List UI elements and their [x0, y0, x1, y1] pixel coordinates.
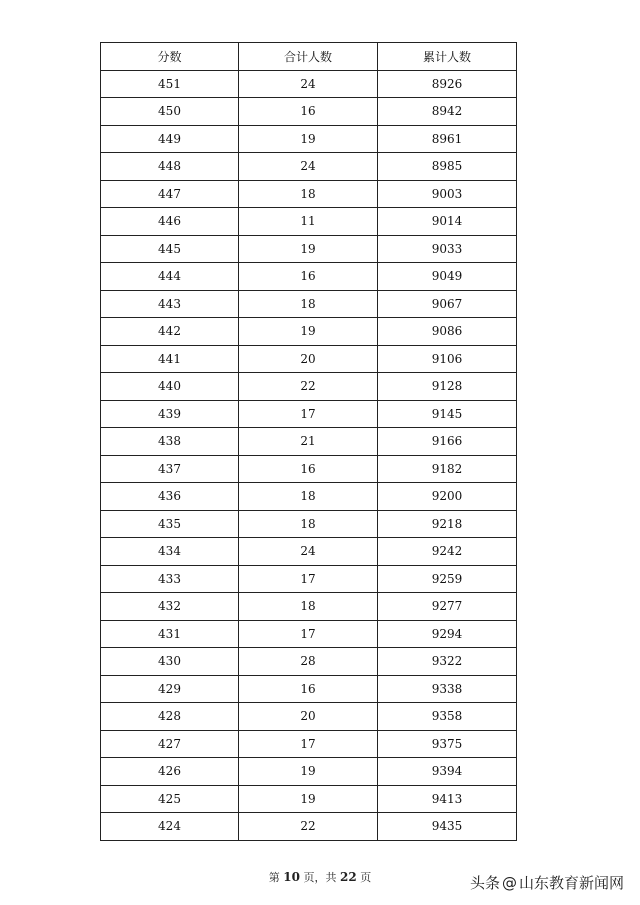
- source-watermark: [470, 872, 624, 893]
- cell-cumulative-count: 9259: [378, 565, 517, 593]
- header-cumulative-count: 累计人数: [378, 43, 517, 71]
- table-row: [101, 153, 517, 181]
- cell-total-count: 17: [239, 565, 378, 593]
- cell-score: 432: [101, 593, 239, 621]
- score-table: [100, 42, 517, 841]
- cell-cumulative-count: 9277: [378, 593, 517, 621]
- cell-score: 428: [101, 703, 239, 731]
- header-total-count: 合计人数: [239, 43, 378, 71]
- cell-total-count: 22: [239, 813, 378, 841]
- table-row: [101, 180, 517, 208]
- table-row: [101, 565, 517, 593]
- table-row: [101, 345, 517, 373]
- cell-cumulative-count: 9145: [378, 400, 517, 428]
- watermark-at: @: [501, 873, 517, 892]
- cell-cumulative-count: 9049: [378, 263, 517, 291]
- table-row: [101, 263, 517, 291]
- cell-cumulative-count: 9294: [378, 620, 517, 648]
- cell-total-count: 18: [239, 290, 378, 318]
- cell-cumulative-count: 9166: [378, 428, 517, 456]
- table-header-row: [101, 43, 517, 71]
- table-row: [101, 125, 517, 153]
- cell-cumulative-count: 9014: [378, 208, 517, 236]
- cell-cumulative-count: 9067: [378, 290, 517, 318]
- table-row: [101, 318, 517, 346]
- cell-score: 442: [101, 318, 239, 346]
- table-row: [101, 235, 517, 263]
- cell-score: 445: [101, 235, 239, 263]
- cell-score: 441: [101, 345, 239, 373]
- score-table-container: [100, 42, 516, 841]
- cell-total-count: 16: [239, 98, 378, 126]
- cell-total-count: 22: [239, 373, 378, 401]
- table-row: [101, 538, 517, 566]
- table-row: [101, 400, 517, 428]
- cell-cumulative-count: 9086: [378, 318, 517, 346]
- cell-cumulative-count: 9106: [378, 345, 517, 373]
- cell-score: 436: [101, 483, 239, 511]
- cell-total-count: 19: [239, 318, 378, 346]
- cell-score: 431: [101, 620, 239, 648]
- footer-suffix: 页: [360, 871, 372, 884]
- table-row: [101, 208, 517, 236]
- cell-score: 439: [101, 400, 239, 428]
- table-row: [101, 730, 517, 758]
- table-row: [101, 593, 517, 621]
- table-row: [101, 455, 517, 483]
- cell-cumulative-count: 9242: [378, 538, 517, 566]
- table-row: [101, 620, 517, 648]
- cell-score: 424: [101, 813, 239, 841]
- table-row: [101, 785, 517, 813]
- cell-cumulative-count: 8985: [378, 153, 517, 181]
- cell-total-count: 24: [239, 538, 378, 566]
- cell-cumulative-count: 9003: [378, 180, 517, 208]
- cell-total-count: 17: [239, 400, 378, 428]
- cell-total-count: 16: [239, 263, 378, 291]
- table-body: [101, 70, 517, 840]
- cell-total-count: 21: [239, 428, 378, 456]
- table-row: [101, 758, 517, 786]
- cell-score: 433: [101, 565, 239, 593]
- cell-score: 444: [101, 263, 239, 291]
- cell-total-count: 19: [239, 125, 378, 153]
- cell-cumulative-count: 9182: [378, 455, 517, 483]
- cell-score: 448: [101, 153, 239, 181]
- cell-cumulative-count: 9358: [378, 703, 517, 731]
- table-row: [101, 813, 517, 841]
- table-row: [101, 510, 517, 538]
- cell-cumulative-count: 9128: [378, 373, 517, 401]
- cell-cumulative-count: 9435: [378, 813, 517, 841]
- watermark-name: 山东教育新闻网: [518, 874, 624, 892]
- cell-total-count: 17: [239, 620, 378, 648]
- table-row: [101, 648, 517, 676]
- cell-total-count: 19: [239, 785, 378, 813]
- footer-prefix: 第: [268, 871, 280, 884]
- cell-total-count: 20: [239, 345, 378, 373]
- cell-cumulative-count: 9218: [378, 510, 517, 538]
- cell-total-count: 19: [239, 758, 378, 786]
- table-row: [101, 290, 517, 318]
- cell-total-count: 16: [239, 455, 378, 483]
- cell-cumulative-count: 8926: [378, 70, 517, 98]
- cell-score: 449: [101, 125, 239, 153]
- cell-cumulative-count: 9375: [378, 730, 517, 758]
- cell-cumulative-count: 9413: [378, 785, 517, 813]
- table-row: [101, 675, 517, 703]
- footer-total-pages: 22: [340, 870, 357, 884]
- cell-score: 437: [101, 455, 239, 483]
- cell-score: 438: [101, 428, 239, 456]
- cell-score: 426: [101, 758, 239, 786]
- cell-score: 434: [101, 538, 239, 566]
- table-row: [101, 703, 517, 731]
- cell-total-count: 16: [239, 675, 378, 703]
- cell-score: 443: [101, 290, 239, 318]
- cell-total-count: 18: [239, 483, 378, 511]
- cell-score: 450: [101, 98, 239, 126]
- cell-total-count: 11: [239, 208, 378, 236]
- cell-total-count: 24: [239, 153, 378, 181]
- cell-cumulative-count: 9394: [378, 758, 517, 786]
- cell-total-count: 18: [239, 180, 378, 208]
- table-row: [101, 428, 517, 456]
- cell-total-count: 18: [239, 593, 378, 621]
- cell-total-count: 17: [239, 730, 378, 758]
- table-row: [101, 98, 517, 126]
- cell-score: 451: [101, 70, 239, 98]
- table-row: [101, 373, 517, 401]
- cell-cumulative-count: 9033: [378, 235, 517, 263]
- cell-score: 440: [101, 373, 239, 401]
- cell-score: 427: [101, 730, 239, 758]
- cell-total-count: 19: [239, 235, 378, 263]
- cell-score: 425: [101, 785, 239, 813]
- footer-middle: 页，共: [303, 871, 337, 884]
- cell-score: 446: [101, 208, 239, 236]
- cell-total-count: 18: [239, 510, 378, 538]
- cell-cumulative-count: 8942: [378, 98, 517, 126]
- cell-total-count: 24: [239, 70, 378, 98]
- footer-page-number: 10: [283, 870, 300, 884]
- cell-score: 435: [101, 510, 239, 538]
- cell-score: 430: [101, 648, 239, 676]
- cell-cumulative-count: 9322: [378, 648, 517, 676]
- cell-cumulative-count: 8961: [378, 125, 517, 153]
- cell-cumulative-count: 9200: [378, 483, 517, 511]
- cell-cumulative-count: 9338: [378, 675, 517, 703]
- watermark-prefix: 头条: [469, 874, 500, 892]
- table-row: [101, 70, 517, 98]
- cell-total-count: 28: [239, 648, 378, 676]
- header-score: 分数: [101, 43, 239, 71]
- cell-score: 447: [101, 180, 239, 208]
- table-row: [101, 483, 517, 511]
- cell-score: 429: [101, 675, 239, 703]
- cell-total-count: 20: [239, 703, 378, 731]
